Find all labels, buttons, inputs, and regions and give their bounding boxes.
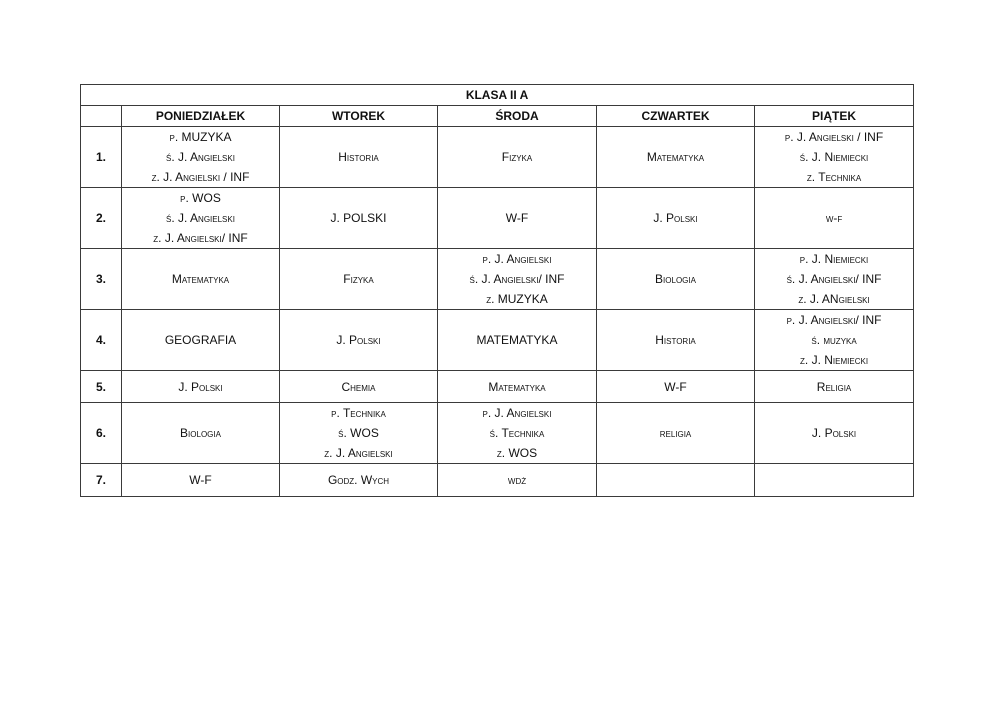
lesson-cell	[280, 464, 438, 497]
lesson-cell	[755, 249, 914, 310]
lesson-cell	[438, 188, 597, 249]
lesson-cell	[597, 403, 755, 464]
timetable-body	[81, 127, 914, 497]
subject-line: Matematyka	[171, 272, 230, 286]
lesson-cell	[122, 403, 280, 464]
subject-line: W-F	[664, 379, 687, 394]
subject-line: Matematyka	[488, 379, 546, 394]
subject-line: p. J. Angielski/ INF	[786, 313, 882, 327]
day-header: PIĄTEK	[755, 106, 914, 127]
subject-line: wdż	[507, 473, 527, 487]
lesson-cell	[438, 127, 597, 188]
lesson-cell	[280, 249, 438, 310]
subject-line: MATEMATYKA	[476, 333, 558, 347]
subject-line: ś. WOS	[338, 426, 379, 440]
lesson-cell	[755, 464, 914, 497]
lesson-number: 3.	[81, 249, 122, 310]
lesson-cell	[755, 310, 914, 371]
subject-line: Biologia	[180, 426, 221, 440]
lesson-cell	[755, 403, 914, 464]
subject-line: z. J. Angielski / INF	[151, 170, 250, 184]
subject-line: J. Polski	[653, 211, 698, 225]
subject-line: z. J. Angielski/ INF	[153, 231, 248, 245]
subject-line: Historia	[338, 150, 379, 164]
table-row	[81, 310, 914, 371]
table-row	[81, 127, 914, 188]
subject-line: p. J. Angielski	[482, 406, 552, 420]
lesson-cell	[122, 371, 280, 403]
lesson-cell	[122, 127, 280, 188]
lesson-cell	[122, 464, 280, 497]
subject-line: W-F	[189, 473, 212, 487]
subject-line: z. MUZYKA	[486, 292, 548, 306]
lesson-cell	[438, 464, 597, 497]
lesson-number: 4.	[81, 310, 122, 371]
day-header: ŚRODA	[438, 106, 597, 127]
subject-line: z. Technika	[806, 170, 862, 184]
table-row	[81, 403, 914, 464]
lesson-cell	[597, 310, 755, 371]
lesson-cell	[755, 188, 914, 249]
subject-line: religia	[659, 426, 692, 440]
timetable	[80, 84, 914, 497]
subject-line: Historia	[655, 333, 696, 347]
subject-line: ś. J. Angielski/ INF	[786, 272, 882, 286]
lesson-number: 1.	[81, 127, 122, 188]
subject-line: p. J. Angielski / INF	[784, 130, 884, 144]
corner-cell	[81, 106, 122, 127]
table-row	[81, 464, 914, 497]
subject-line: ś. J. Angielski/ INF	[469, 272, 565, 286]
lesson-cell	[280, 188, 438, 249]
lesson-number: 2.	[81, 188, 122, 249]
subject-line: ś. J. Niemiecki	[799, 150, 869, 164]
subject-line: Religia	[816, 379, 852, 394]
subject-line: p. MUZYKA	[169, 130, 232, 144]
lesson-cell	[438, 371, 597, 403]
subject-line: GEOGRAFIA	[164, 333, 237, 347]
table-row	[81, 188, 914, 249]
subject-line: Fizyka	[501, 150, 533, 164]
lesson-cell	[438, 310, 597, 371]
subject-line: Godz. Wych	[327, 473, 390, 487]
table-row	[81, 371, 914, 403]
subject-line: W-F	[505, 211, 529, 225]
lesson-cell	[597, 188, 755, 249]
lesson-cell	[280, 371, 438, 403]
subject-line: J. Polski	[178, 379, 223, 394]
lesson-cell	[597, 371, 755, 403]
lesson-number: 6.	[81, 403, 122, 464]
subject-line: ś. J. Angielski	[166, 150, 235, 164]
lesson-cell	[438, 403, 597, 464]
lesson-cell	[597, 464, 755, 497]
subject-line: J. Polski	[811, 426, 857, 440]
lesson-cell	[438, 249, 597, 310]
lesson-cell	[280, 127, 438, 188]
day-header: WTOREK	[280, 106, 438, 127]
lesson-number: 5.	[81, 371, 122, 403]
subject-line: p. WOS	[180, 191, 221, 205]
lesson-cell	[597, 249, 755, 310]
day-header: PONIEDZIAŁEK	[122, 106, 280, 127]
lesson-cell	[597, 127, 755, 188]
lesson-cell	[280, 403, 438, 464]
subject-line: ś. Technika	[489, 426, 545, 440]
lesson-cell	[280, 310, 438, 371]
subject-line: Fizyka	[343, 272, 374, 286]
subject-line: Biologia	[655, 272, 696, 286]
lesson-cell	[122, 310, 280, 371]
subject-line: w-f	[825, 211, 843, 225]
subject-line: p. J. Niemiecki	[799, 252, 869, 266]
subject-line: z. J. Niemiecki	[800, 353, 869, 367]
lesson-cell	[755, 371, 914, 403]
table-row	[81, 249, 914, 310]
subject-line: z. WOS	[496, 446, 538, 460]
subject-line: Matematyka	[646, 150, 705, 164]
subject-line: z. J. ANgielski	[798, 292, 870, 306]
table-title: KLASA II A	[81, 85, 914, 106]
lesson-number: 7.	[81, 464, 122, 497]
day-header: CZWARTEK	[597, 106, 755, 127]
subject-line: p. J. Angielski	[482, 252, 552, 266]
subject-line: ś. muzyka	[811, 333, 857, 347]
subject-line: J. Polski	[336, 333, 381, 347]
lesson-cell	[755, 127, 914, 188]
subject-line: J. POLSKI	[330, 211, 387, 225]
subject-line: Chemia	[341, 379, 376, 394]
subject-line: ś. J. Angielski	[166, 211, 235, 225]
subject-line: p. Technika	[331, 406, 386, 420]
lesson-cell	[122, 188, 280, 249]
subject-line: z. J. Angielski	[324, 446, 393, 460]
lesson-cell	[122, 249, 280, 310]
